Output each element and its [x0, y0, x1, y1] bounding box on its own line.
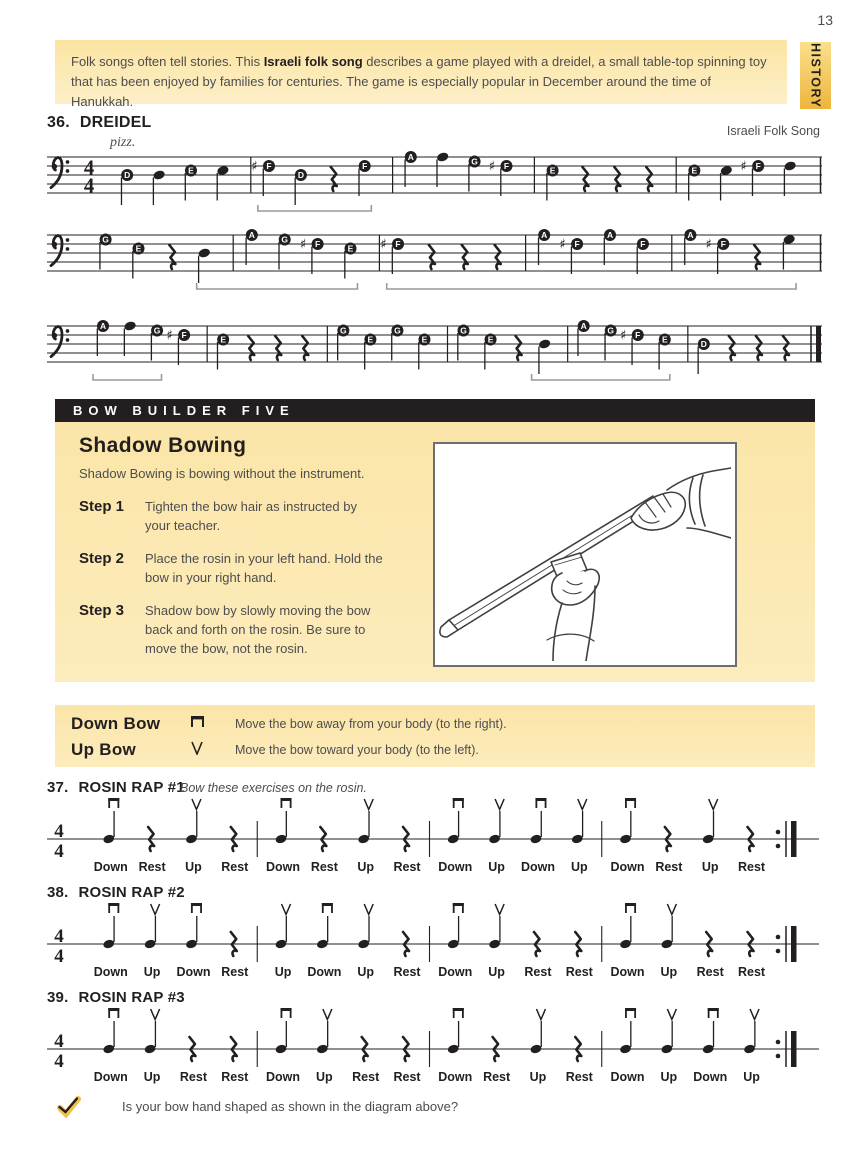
exercise-39-heading	[47, 989, 185, 1006]
history-text-before: Folk songs often tell stories. This	[71, 54, 264, 69]
svg-text:G: G	[394, 325, 401, 336]
svg-text:F: F	[720, 239, 726, 250]
svg-text:Rest: Rest	[524, 965, 552, 979]
svg-text:♯: ♯	[705, 236, 713, 253]
svg-text:D: D	[124, 170, 131, 181]
svg-text:Rest: Rest	[393, 1070, 421, 1084]
exercise-38-title: ROSIN RAP #2	[78, 884, 185, 901]
step-2-label: Step 2	[79, 550, 125, 567]
history-tab	[800, 42, 831, 109]
svg-text:Down: Down	[307, 965, 342, 979]
history-text-bold: Israeli folk song	[263, 54, 363, 69]
svg-text:Down: Down	[610, 860, 645, 874]
rhythm-staff-38	[47, 900, 822, 980]
svg-text:Up: Up	[357, 860, 375, 874]
exercise-37-heading	[47, 779, 185, 796]
checkmark-icon	[57, 1096, 81, 1123]
svg-text:Rest: Rest	[310, 860, 338, 874]
svg-text:Up: Up	[701, 860, 719, 874]
svg-text:F: F	[640, 239, 646, 250]
bow-builder-banner-label: BOW BUILDER FIVE	[73, 403, 295, 418]
up-bow-icon	[189, 741, 235, 760]
svg-text:Down: Down	[693, 1070, 728, 1084]
step-1-label: Step 1	[79, 498, 125, 515]
staff-line-1	[47, 143, 822, 233]
song-credit: Israeli Folk Song	[726, 124, 820, 138]
exercise-38-number: 38.	[47, 884, 69, 901]
svg-text:♯: ♯	[166, 327, 173, 344]
svg-text:E: E	[487, 334, 494, 345]
svg-text:A: A	[606, 230, 614, 241]
svg-text:Up: Up	[743, 1070, 760, 1084]
down-bow-definition: Move the bow away from your body (to the right).	[235, 717, 507, 731]
svg-text:Rest: Rest	[565, 965, 593, 979]
step-3-text: Shadow bow by slowly moving the bow back and forth on the rosin. Be sure to move the bow, not the rosin.	[145, 603, 371, 656]
svg-text:Up: Up	[570, 860, 588, 874]
svg-text:Up: Up	[660, 965, 678, 979]
svg-text:Down: Down	[438, 860, 473, 874]
svg-text:F: F	[635, 330, 641, 341]
svg-text:♯: ♯	[380, 236, 387, 253]
down-bow-term: Down Bow	[71, 714, 161, 733]
svg-text:Down: Down	[176, 965, 211, 979]
footer-question: Is your bow hand shaped as shown in the diagram above?	[122, 1099, 459, 1114]
down-bow-row	[71, 714, 507, 734]
step-2	[79, 550, 383, 588]
svg-text:Up: Up	[488, 965, 505, 979]
step-1	[79, 498, 383, 536]
svg-text:♯: ♯	[740, 158, 747, 175]
up-bow-term: Up Bow	[71, 740, 137, 759]
svg-text:♯: ♯	[619, 327, 627, 344]
svg-text:♯: ♯	[299, 236, 307, 253]
shadow-bowing-illustration	[435, 444, 731, 661]
svg-text:A: A	[580, 321, 587, 332]
svg-text:F: F	[755, 161, 761, 172]
svg-text:F: F	[266, 161, 272, 172]
svg-text:A: A	[99, 321, 107, 332]
svg-text:E: E	[367, 334, 374, 345]
svg-text:♯: ♯	[488, 158, 496, 175]
svg-text:Down: Down	[438, 1070, 473, 1084]
svg-text:Rest: Rest	[221, 1070, 249, 1084]
up-bow-row	[71, 740, 479, 760]
svg-text:Rest: Rest	[696, 965, 724, 979]
svg-text:4: 4	[54, 841, 64, 862]
step-3	[79, 602, 383, 659]
rhythm-staff-37	[47, 795, 822, 875]
svg-text:Up: Up	[488, 860, 505, 874]
step-3-label: Step 3	[79, 602, 125, 619]
svg-text:F: F	[503, 161, 510, 172]
bow-builder-banner	[55, 399, 815, 422]
svg-text:Up: Up	[357, 965, 375, 979]
svg-text:E: E	[661, 334, 668, 345]
shadow-bowing-illustration-frame	[433, 442, 737, 667]
svg-text:Rest: Rest	[221, 965, 249, 979]
svg-text:G: G	[153, 325, 161, 336]
svg-text:G: G	[102, 234, 109, 245]
svg-text:A: A	[248, 230, 255, 241]
svg-text:4: 4	[54, 1051, 64, 1072]
articulation-marking: pizz.	[110, 135, 136, 150]
svg-text:Up: Up	[274, 965, 292, 979]
svg-text:Down: Down	[520, 860, 555, 874]
svg-text:F: F	[181, 330, 187, 341]
svg-text:F: F	[395, 239, 401, 250]
exercise-36-heading	[47, 114, 151, 132]
svg-text:Down: Down	[438, 965, 473, 979]
svg-text:F: F	[362, 161, 368, 172]
svg-text:E: E	[188, 165, 194, 176]
history-note	[55, 40, 787, 110]
svg-text:F: F	[574, 239, 580, 250]
svg-text:♯: ♯	[251, 158, 258, 175]
svg-text:4: 4	[54, 926, 64, 947]
history-tab-label: HISTORY	[808, 42, 823, 109]
svg-text:Up: Up	[316, 1070, 333, 1084]
svg-text:Up: Up	[143, 965, 161, 979]
staff-line-2	[47, 221, 822, 311]
svg-text:D: D	[297, 170, 304, 181]
shadow-bowing-heading: Shadow Bowing	[79, 434, 247, 457]
up-bow-definition: Move the bow toward your body (to the left).	[235, 743, 479, 757]
svg-text:Rest: Rest	[738, 965, 766, 979]
page-number: 13	[817, 12, 833, 28]
svg-text:G: G	[460, 325, 467, 336]
exercise-38-heading	[47, 884, 185, 901]
svg-text:4: 4	[54, 1031, 64, 1052]
svg-text:Up: Up	[660, 1070, 678, 1084]
svg-text:Rest: Rest	[221, 860, 249, 874]
svg-text:A: A	[687, 230, 694, 241]
svg-text:♯: ♯	[559, 236, 566, 253]
exercise-36-number: 36.	[47, 114, 70, 131]
svg-text:Up: Up	[185, 860, 202, 874]
exercise-39-title: ROSIN RAP #3	[78, 989, 185, 1006]
svg-text:E: E	[135, 243, 142, 254]
exercise-39-number: 39.	[47, 989, 69, 1006]
svg-text:Up: Up	[143, 1070, 161, 1084]
svg-text:4: 4	[54, 821, 64, 842]
svg-text:Down: Down	[266, 860, 301, 874]
svg-text:4: 4	[83, 157, 95, 180]
svg-text:G: G	[340, 325, 347, 336]
exercise-37-instruction: Bow these exercises on the rosin.	[180, 781, 367, 795]
svg-text:Down: Down	[610, 965, 645, 979]
rhythm-staff-39	[47, 1005, 822, 1085]
svg-text:F: F	[315, 239, 321, 250]
step-1-text: Tighten the bow hair as instructed by your teacher.	[145, 499, 357, 533]
svg-text:4: 4	[54, 946, 64, 967]
staff-line-3	[47, 312, 822, 402]
svg-text:Down: Down	[93, 860, 128, 874]
svg-text:Rest: Rest	[738, 860, 766, 874]
svg-text:Rest: Rest	[138, 860, 166, 874]
exercise-36-title: DREIDEL	[79, 114, 152, 131]
svg-text:E: E	[421, 334, 428, 345]
step-2-text: Place the rosin in your left hand. Hold the bow in your right hand.	[145, 551, 383, 585]
svg-text:Rest: Rest	[483, 1070, 511, 1084]
exercise-37-title: ROSIN RAP #1	[78, 779, 185, 796]
svg-text:Rest: Rest	[393, 965, 421, 979]
svg-text:4: 4	[83, 175, 95, 198]
svg-text:E: E	[691, 165, 698, 176]
svg-text:Down: Down	[93, 965, 128, 979]
svg-text:A: A	[541, 230, 548, 241]
svg-text:G: G	[471, 156, 478, 167]
shadow-bowing-box	[55, 422, 815, 682]
svg-text:E: E	[220, 334, 227, 345]
bow-definitions-box	[55, 705, 815, 767]
down-bow-icon	[189, 715, 235, 733]
svg-text:Rest: Rest	[179, 1070, 208, 1084]
svg-text:Up: Up	[529, 1070, 547, 1084]
svg-text:Rest: Rest	[655, 860, 683, 874]
shadow-bowing-subheading: Shadow Bowing is bowing without the instrument.	[79, 466, 365, 481]
svg-text:G: G	[607, 325, 615, 336]
svg-text:Down: Down	[610, 1070, 645, 1084]
svg-text:G: G	[281, 234, 289, 245]
svg-text:E: E	[549, 165, 556, 176]
svg-text:Rest: Rest	[393, 860, 421, 874]
svg-text:Down: Down	[266, 1070, 301, 1084]
svg-text:D: D	[700, 339, 707, 350]
svg-text:Rest: Rest	[352, 1070, 380, 1084]
svg-text:A: A	[407, 152, 414, 163]
exercise-37-number: 37.	[47, 779, 69, 796]
history-text-after: describes a game played with a dreidel, a small table-top spinning toy that has been enjoyed by families for centuries. The game is especially popular in December around the time of Hanukkah.	[71, 54, 767, 110]
svg-text:Rest: Rest	[565, 1070, 593, 1084]
svg-text:E: E	[347, 243, 354, 254]
svg-text:Down: Down	[93, 1070, 128, 1084]
